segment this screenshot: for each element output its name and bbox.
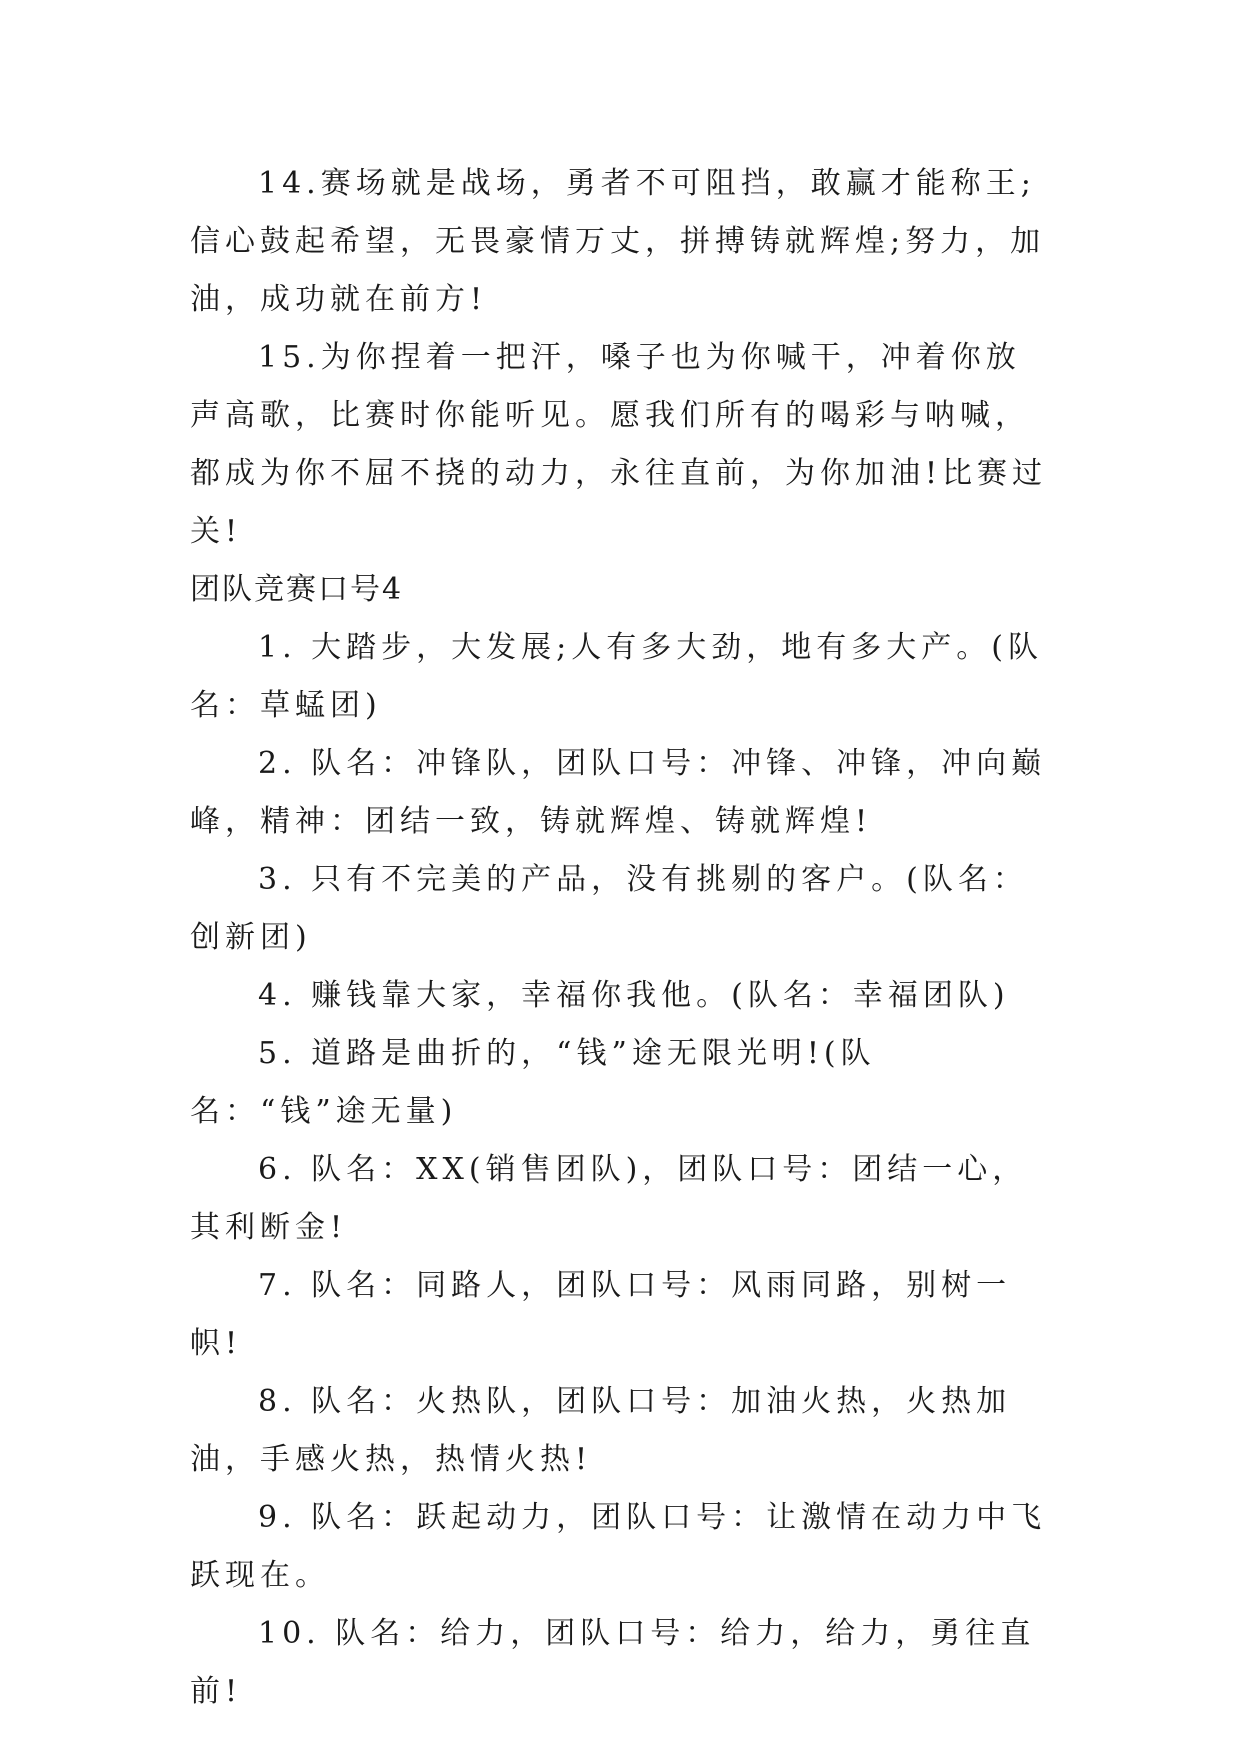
list-item: 9. 队名：跃起动力，团队口号：让激情在动力中飞跃现在。 [190, 1500, 1047, 1593]
section-heading: 团队竞赛口号4 [190, 572, 404, 607]
paragraph-15: 15.为你捏着一把汗，嗓子也为你喊干，冲着你放声高歌，比赛时你能听见。愿我们所有的喝彩与呐喊，都成为你不屈不挠的动力，永往直前，为你加油!比赛过关! [190, 340, 1048, 549]
list-item: 4. 赚钱靠大家，幸福你我他。(队名：幸福团队) [258, 978, 1010, 1013]
list-item: 7. 队名：同路人，团队口号：风雨同路，别树一帜! [190, 1268, 1012, 1361]
list-item: 5. 道路是曲折的，“钱”途无限光明!(队名：“钱”途无量) [190, 1036, 876, 1129]
list-item: 6. 队名：XX(销售团队)，团队口号：团结一心，其利断金! [190, 1152, 1028, 1245]
list-item: 10. 队名：给力，团队口号：给力，给力，勇往直前! [190, 1616, 1036, 1709]
list-item: 2. 队名：冲锋队，团队口号：冲锋、冲锋，冲向巅峰，精神：团结一致，铸就辉煌、铸就辉煌! [190, 746, 1047, 839]
list-item: 3. 只有不完美的产品，没有挑剔的客户。(队名：创新团) [190, 862, 1028, 955]
paragraph-14: 14.赛场就是战场，勇者不可阻挡，敢赢才能称王;信心鼓起希望，无畏豪情万丈，拼搏铸就辉煌;努力，加油，成功就在前方! [190, 166, 1046, 317]
list-item: 8. 队名：火热队，团队口号：加油火热，火热加油，手感火热，热情火热! [190, 1384, 1012, 1477]
list-item: 1. 大踏步，大发展;人有多大劲，地有多大产。(队名：草蜢团) [190, 630, 1043, 723]
document-body [190, 155, 1052, 1721]
